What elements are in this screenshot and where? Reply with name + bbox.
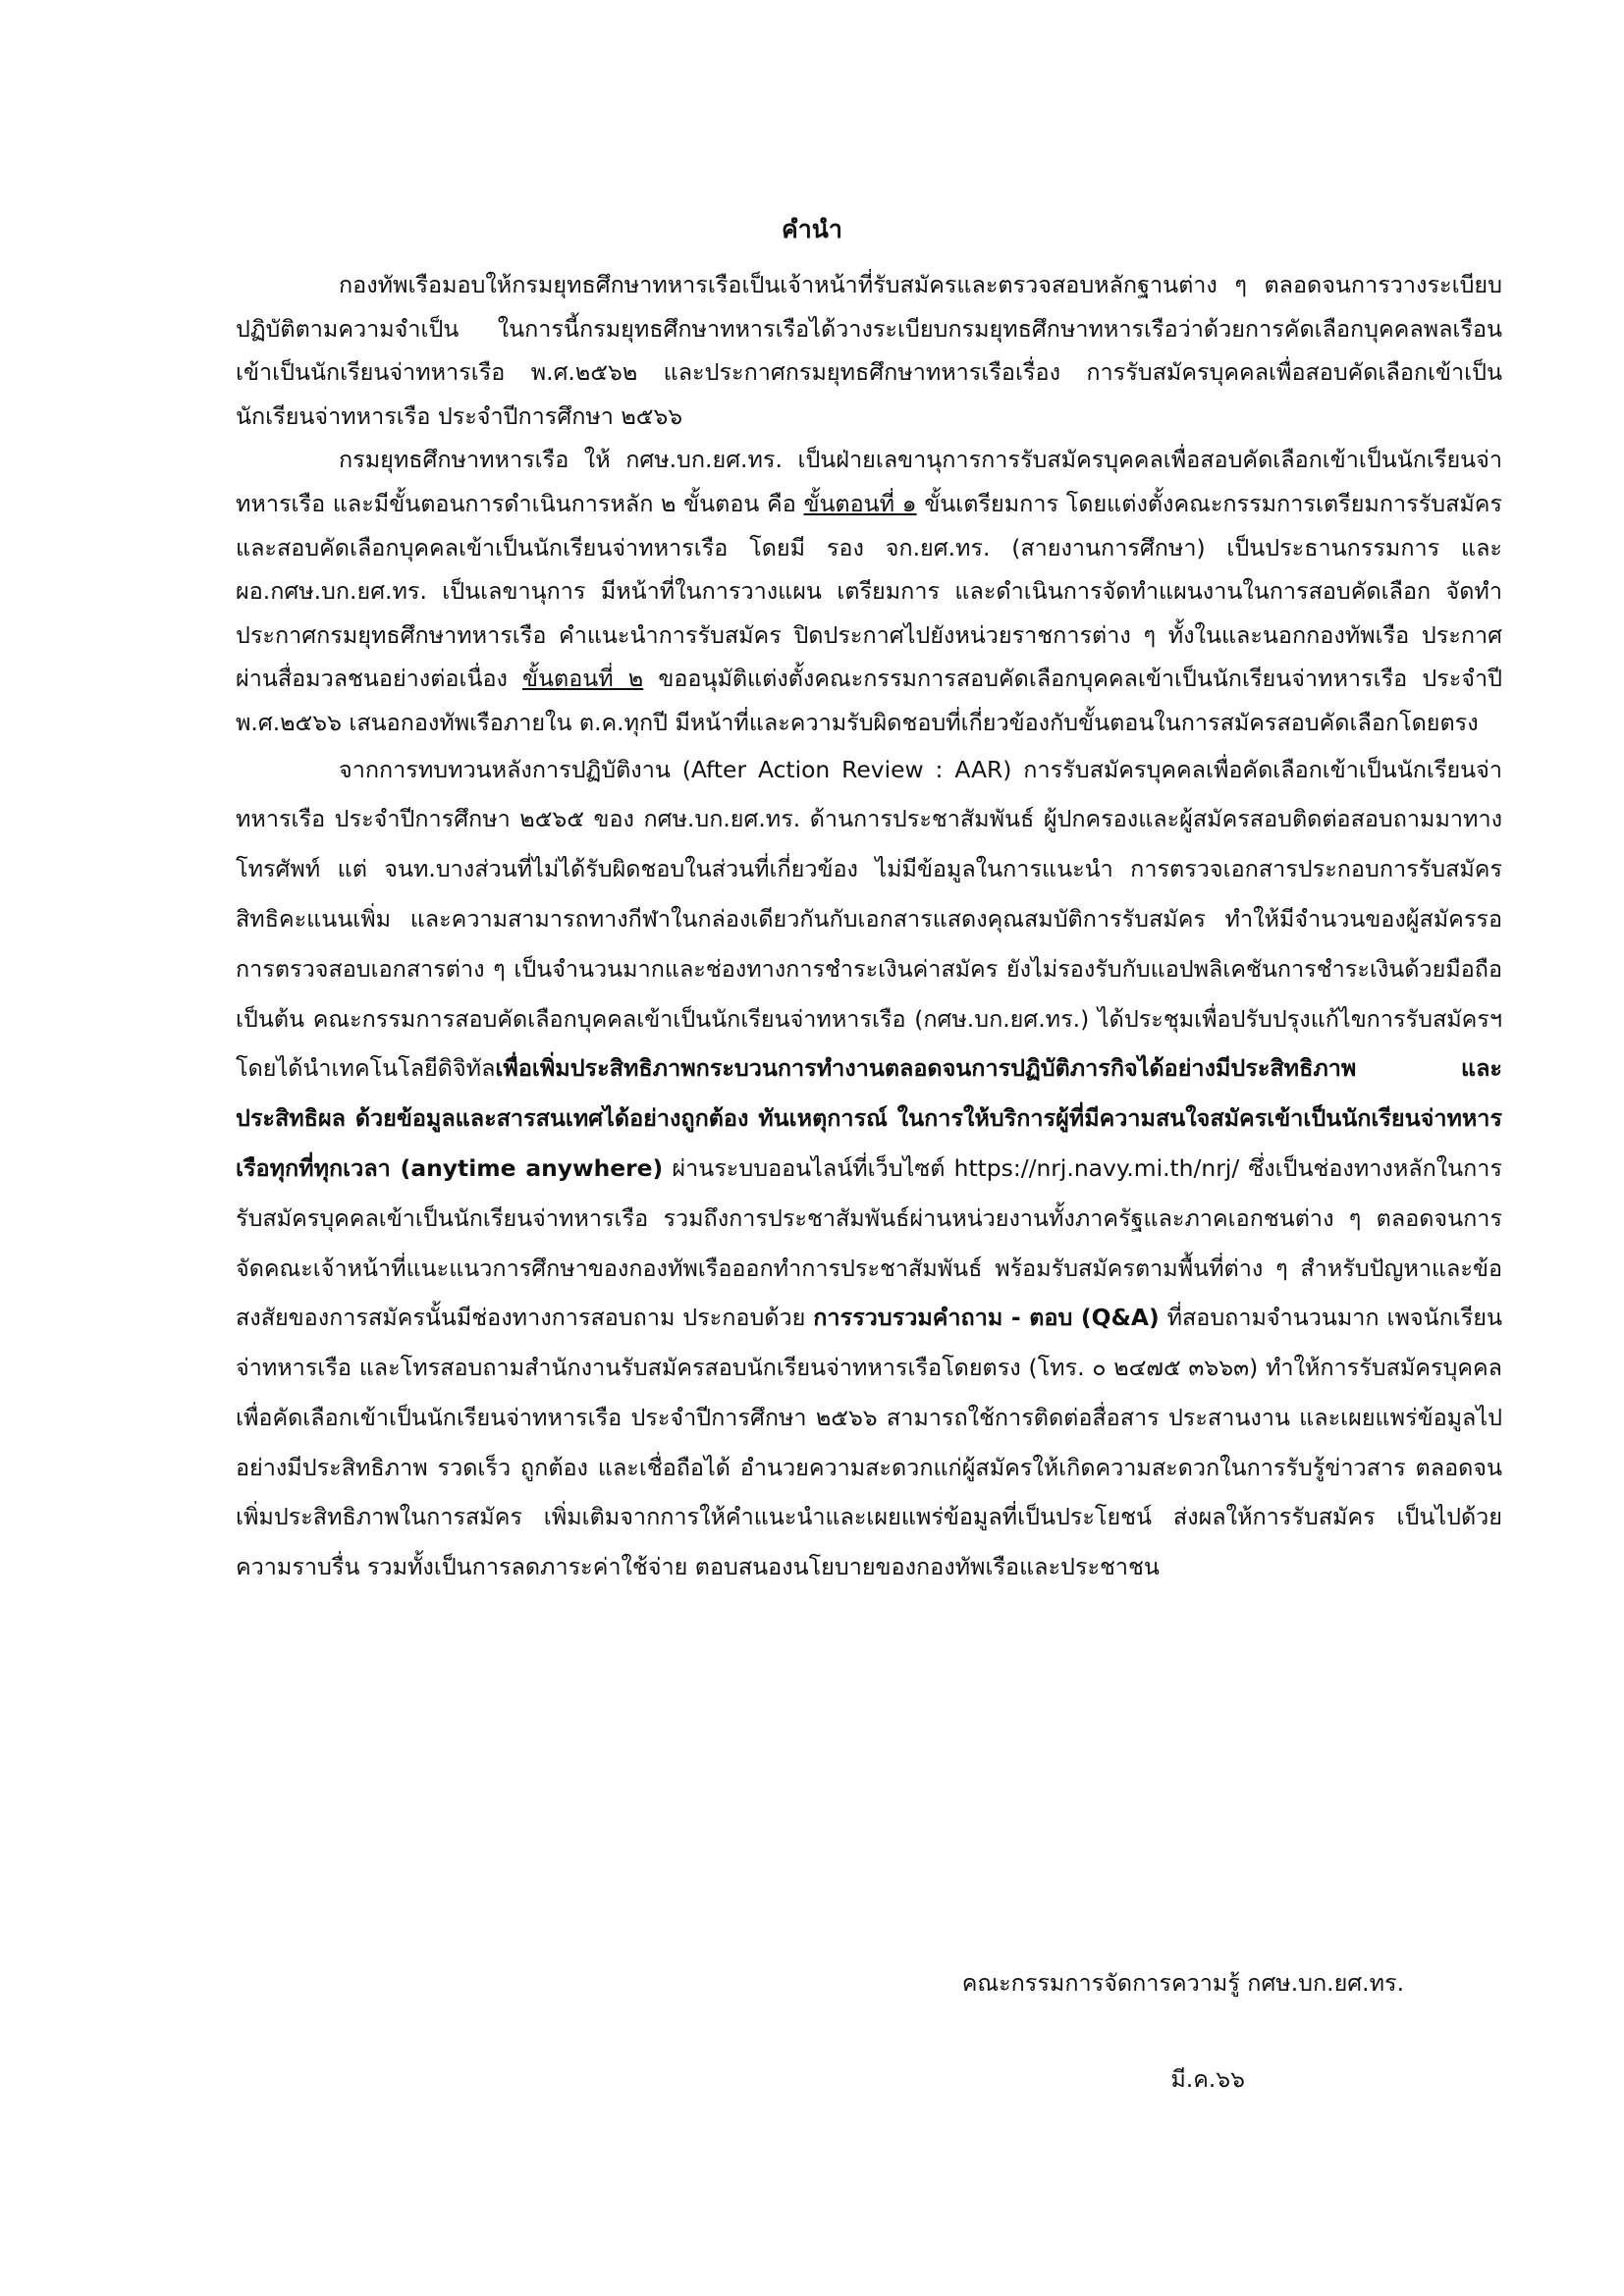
step-1-label: ขั้นตอนที่ ๑ [803, 489, 917, 517]
paragraph-3-bold-statement: เพื่อเพิ่มประสิทธิภาพกระบวนการทำงานตลอดจนการปฏิบัติภารกิจได้อย่างมีประสิทธิภาพ และประสิทธิผล ด้วยข้อมูลและสารสนเทศได้อย่างถูกต้อง ทันเหตุการณ์ ในการให้บริการผู้ที่มีความสนใจสมัครเข้าเป็นนักเรียนจ่าทหารเรือทุกที่ทุกเวลา (anytime anywhere) [236, 1054, 1502, 1182]
signature-line: คณะกรรมการจัดการความรู้ กศษ.บก.ยศ.ทร. [961, 1969, 1404, 1997]
paragraph-3 [236, 745, 1502, 1593]
paragraph-3-text-a: จากการทบทวนหลังการปฏิบัติงาน (After Action Review : AAR) การรับสมัครบุคคลเพื่อคัดเลือกเข้าเป็นนักเรียนจ่าทหารเรือ ประจำปีการศึกษา ๒๕๖๕ ของ กศษ.บก.ยศ.ทร. ด้านการประชาสัมพันธ์ ผู้ปกครองและผู้สมัครสอบติดต่อสอบถามมาทางโทรศัพท์ แต่ จนท.บางส่วนที่ไม่ได้รับผิดชอบในส่วนที่เกี่ยวข้อง ไม่มีข้อมูลในการแนะนำ การตรวจเอกสารประกอบการรับสมัครสิทธิคะแนนเพิ่ม และความสามารถทางกีฬาในกล่องเดียวกันกับเอกสารแสดงคุณสมบัติการรับสมัคร ทำให้มีจำนวนของผู้สมัครรอการตรวจสอบเอกสารต่าง ๆ เป็นจำนวนมากและช่องทางการชำระเงินค่าสมัคร ยังไม่รองรับกับแอปพลิเคชันการชำระเงินด้วยมือถือ เป็นต้น คณะกรรมการสอบคัดเลือกบุคคลเข้าเป็นนักเรียนจ่าทหารเรือ (กศษ.บก.ยศ.ทร.) ได้ประชุมเพื่อปรับปรุงแก้ไขการรับสมัครฯ โดยได้นำเทคโนโลยีดิจิทัล [236, 755, 1502, 1083]
page-title: คำนำ [782, 215, 842, 243]
document-date: มี.ค.๖๖ [1170, 2065, 1245, 2093]
paragraph-2 [236, 438, 1502, 744]
document-body [236, 263, 1502, 1592]
qa-collection-label: การรวบรวมคำถาม - ตอบ (Q&A) [813, 1304, 1160, 1332]
paragraph-1: กองทัพเรือมอบให้กรมยุทธศึกษาทหารเรือเป็นเจ้าหน้าที่รับสมัครและตรวจสอบหลักฐานต่าง ๆ ตลอดจนการวางระเบียบปฏิบัติตามความจำเป็น ในการนี้กรมยุทธศึกษาทหารเรือได้วางระเบียบกรมยุทธศึกษาทหารเรือว่าด้วยการคัดเลือกบุคคลพลเรือนเข้าเป็นนักเรียนจ่าทหารเรือ พ.ศ.๒๕๖๒ และประกาศกรมยุทธศึกษาทหารเรือเรื่อง การรับสมัครบุคคลเพื่อสอบคัดเลือกเข้าเป็นนักเรียนจ่าทหารเรือ ประจำปีการศึกษา ๒๕๖๖ [236, 271, 1502, 430]
paragraph-2-text-a: กรมยุทธศึกษาทหารเรือ ให้ กศษ.บก.ยศ.ทร. เป็นฝ่ายเลขานุการการรับสมัครบุคคลเพื่อสอบคัดเลือกเข้าเป็นนักเรียนจ่าทหารเรือ และมีขั้นตอนการดำเนินการหลัก ๒ ขั้นตอน คือ [236, 446, 1502, 517]
paragraph-2-text-b: ขั้นเตรียมการ โดยแต่งตั้งคณะกรรมการเตรียมการรับสมัครและสอบคัดเลือกบุคคลเข้าเป็นนักเรียนจ่าทหารเรือ โดยมี รอง จก.ยศ.ทร. (สายงานการศึกษา) เป็นประธานกรรมการ และ ผอ.กศษ.บก.ยศ.ทร. เป็นเลขานุการ มีหน้าที่ในการวางแผน เตรียมการ และดำเนินการจัดทำแผนงานในการสอบคัดเลือก จัดทำประกาศกรมยุทธศึกษาทหารเรือ คำแนะนำการรับสมัคร ปิดประกาศไปยังหน่วยราชการต่าง ๆ ทั้งในและนอกกองทัพเรือ ประกาศผ่านสื่อมวลชนอย่างต่อเนื่อง [236, 489, 1502, 693]
paragraph-3-text-b: ผ่านระบบออนไลน์ที่เว็บไซต์ https://nrj.navy.mi.th/nrj/ ซึ่งเป็นช่องทางหลักในการรับสมัครบุคคลเข้าเป็นนักเรียนจ่าทหารเรือ รวมถึงการประชาสัมพันธ์ผ่านหน่วยงานทั้งภาครัฐและภาคเอกชนต่าง ๆ ตลอดจนการจัดคณะเจ้าหน้าที่แนะแนวการศึกษาของกองทัพเรือออกทำการประชาสัมพันธ์ พร้อมรับสมัครตามพื้นที่ต่าง ๆ สำหรับปัญหาและข้อสงสัยของการสมัครนั้นมีช่องทางการสอบถาม ประกอบด้วย [236, 1153, 1502, 1332]
paragraph-2-text-c: ขออนุมัติแต่งตั้งคณะกรรมการสอบคัดเลือกบุคคลเข้าเป็นนักเรียนจ่าทหารเรือ ประจำปี พ.ศ.๒๕๖๖ เสนอกองทัพเรือภายใน ต.ค.ทุกปี มีหน้าที่และความรับผิดชอบที่เกี่ยวข้องกับขั้นตอนในการสมัครสอบคัดเลือกโดยตรง [236, 665, 1502, 736]
step-2-label: ขั้นตอนที่ ๒ [522, 665, 644, 693]
paragraph-3-text-c: ที่สอบถามจำนวนมาก เพจนักเรียนจ่าทหารเรือ และโทรสอบถามสำนักงานรับสมัครสอบนักเรียนจ่าทหารเรือโดยตรง (โทร. ๐ ๒๔๗๕ ๓๖๖๓) ทำให้การรับสมัครบุคคลเพื่อคัดเลือกเข้าเป็นนักเรียนจ่าทหารเรือ ประจำปีการศึกษา ๒๕๖๖ สามารถใช้การติดต่อสื่อสาร ประสานงาน และเผยแพร่ข้อมูลไปอย่างมีประสิทธิภาพ รวดเร็ว ถูกต้อง และเชื่อถือได้ อำนวยความสะดวกแก่ผู้สมัครให้เกิดความสะดวกในการรับรู้ข่าวสาร ตลอดจนเพิ่มประสิทธิภาพในการสมัคร เพิ่มเติมจากการให้คำแนะนำและเผยแพร่ข้อมูลที่เป็นประโยชน์ ส่งผลให้การรับสมัคร เป็นไปด้วยความราบรื่น รวมทั้งเป็นการลดภาระค่าใช้จ่าย ตอบสนองนโยบายของกองทัพเรือและประชาชน [236, 1304, 1502, 1581]
